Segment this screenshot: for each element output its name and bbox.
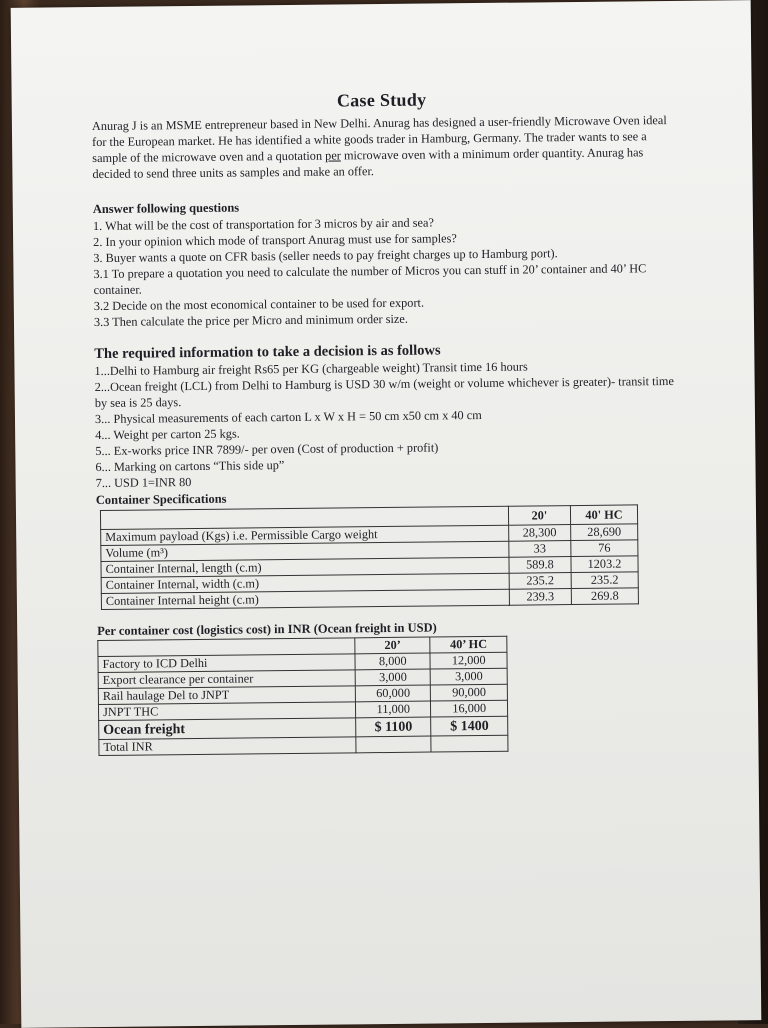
table-cell: 12,000 xyxy=(430,652,507,669)
table-cell: Container Internal height (c.m) xyxy=(101,589,509,609)
intro-paragraph xyxy=(92,112,673,182)
info-heading: The required information to take a decision is as follows xyxy=(94,342,441,363)
table-cell: 33 xyxy=(509,541,571,558)
table-cell xyxy=(431,735,508,752)
question-item: 3.2 Decide on the most economical container to be used for export. xyxy=(93,295,425,314)
table-cell: 269.8 xyxy=(571,588,638,605)
table-cell: Total INR xyxy=(99,737,356,756)
table-cell: 11,000 xyxy=(356,701,431,718)
info-item: 2...Ocean freight (LCL) from Delhi to Hamburg is USD 30 w/m (weight or volume whichever is greater)- transit time by sea is 25 days. xyxy=(94,373,674,411)
table-cell: Maximum payload (Kgs) i.e. Permissible Cargo weight xyxy=(101,525,509,545)
info-item: 7... USD 1=INR 80 xyxy=(95,475,192,491)
info-item: 6... Marking on cartons “This side up” xyxy=(95,458,285,475)
question-item: 2. In your opinion which mode of transport Anurag must use for samples? xyxy=(93,231,457,250)
table-cell: 90,000 xyxy=(431,684,508,701)
table-cell: $ 1400 xyxy=(431,716,508,736)
info-item: 3... Physical measurements of each carton L x W x H = 50 cm x50 cm x 40 cm xyxy=(94,407,482,427)
table-header-cell: 20' xyxy=(508,506,570,526)
table-cell: 28,690 xyxy=(571,524,638,541)
info-item: 1...Delhi to Hamburg air freight Rs65 per KG (chargeable weight) Transit time 16 hours xyxy=(94,359,528,379)
table-cell: Volume (m³) xyxy=(101,541,509,561)
document-content xyxy=(92,87,679,756)
table-cell: Ocean freight xyxy=(99,718,356,740)
table-cell: 28,300 xyxy=(508,525,570,542)
question-item: 3.3 Then calculate the price per Micro and minimum order size. xyxy=(93,311,408,330)
table-cell: 76 xyxy=(571,540,638,557)
table-cell: $ 1100 xyxy=(356,717,432,737)
questions-list xyxy=(93,212,674,330)
intro-text-end: microwave oven with a minimum order quantity. Anurag has decided to send three units as samples and make an offer. xyxy=(92,145,644,182)
table-cell: JNPT THC xyxy=(98,702,355,721)
table-cell: Export clearance per container xyxy=(98,670,355,689)
table-cell: Container Internal, width (c.m) xyxy=(101,573,509,593)
table-cell xyxy=(356,736,431,753)
table-cell: 60,000 xyxy=(355,685,430,702)
info-list xyxy=(94,357,675,491)
intro-underlined-word: per xyxy=(325,148,341,163)
info-item: 5... Ex-works price INR 7899/- per oven (Cost of production + profit) xyxy=(95,440,439,459)
paper-sheet xyxy=(11,0,762,1028)
container-spec-table xyxy=(100,504,639,610)
table-cell: 3,000 xyxy=(355,669,430,686)
cost-heading: Per container cost (logistics cost) in INR (Ocean freight in USD) xyxy=(97,620,437,639)
logistics-cost-table xyxy=(97,636,508,756)
table-cell: 8,000 xyxy=(355,653,430,670)
table-cell: Container Internal, length (c.m) xyxy=(101,557,509,577)
table-cell: 239.3 xyxy=(509,589,571,606)
questions-heading: Answer following questions xyxy=(92,200,240,217)
table-row-total xyxy=(99,735,508,755)
table-cell: 235.2 xyxy=(571,572,638,589)
intro-text-start: Anurag J is an MSME entrepreneur based in New Delhi. Anurag has designed a user-friendly Microwave Oven ideal for the European market. He has identified a white goods trader in Hamburg, Germany. The trader wants to see a sample of the microwave oven and a quotation xyxy=(91,113,667,166)
table-cell: Factory to ICD Delhi xyxy=(98,654,355,673)
table-cell: 235.2 xyxy=(509,573,571,590)
table-header-cell: 40' HC xyxy=(570,505,637,525)
spec-heading: Container Specifications xyxy=(95,491,227,508)
table-cell: 3,000 xyxy=(431,668,508,685)
table-cell: 589.8 xyxy=(509,557,571,574)
table-cell: 1203.2 xyxy=(571,556,638,573)
page-title: Case Study xyxy=(336,89,427,111)
question-item: 1. What will be the cost of transportation for 3 micros by air and sea? xyxy=(92,215,434,234)
table-header-cell: 40’ HC xyxy=(430,636,507,653)
table-cell: Rail haulage Del to JNPT xyxy=(98,686,355,705)
question-item: 3. Buyer wants a quote on CFR basis (seller needs to pay freight charges up to Hamburg port). xyxy=(93,246,558,266)
info-item: 4... Weight per carton 25 kgs. xyxy=(95,426,240,443)
question-item: 3.1 To prepare a quotation you need to calculate the number of Micros you can stuff in 20’ container and 40’ HC container. xyxy=(93,261,647,298)
table-header-cell: 20’ xyxy=(355,637,430,654)
table-cell: 16,000 xyxy=(431,700,508,717)
